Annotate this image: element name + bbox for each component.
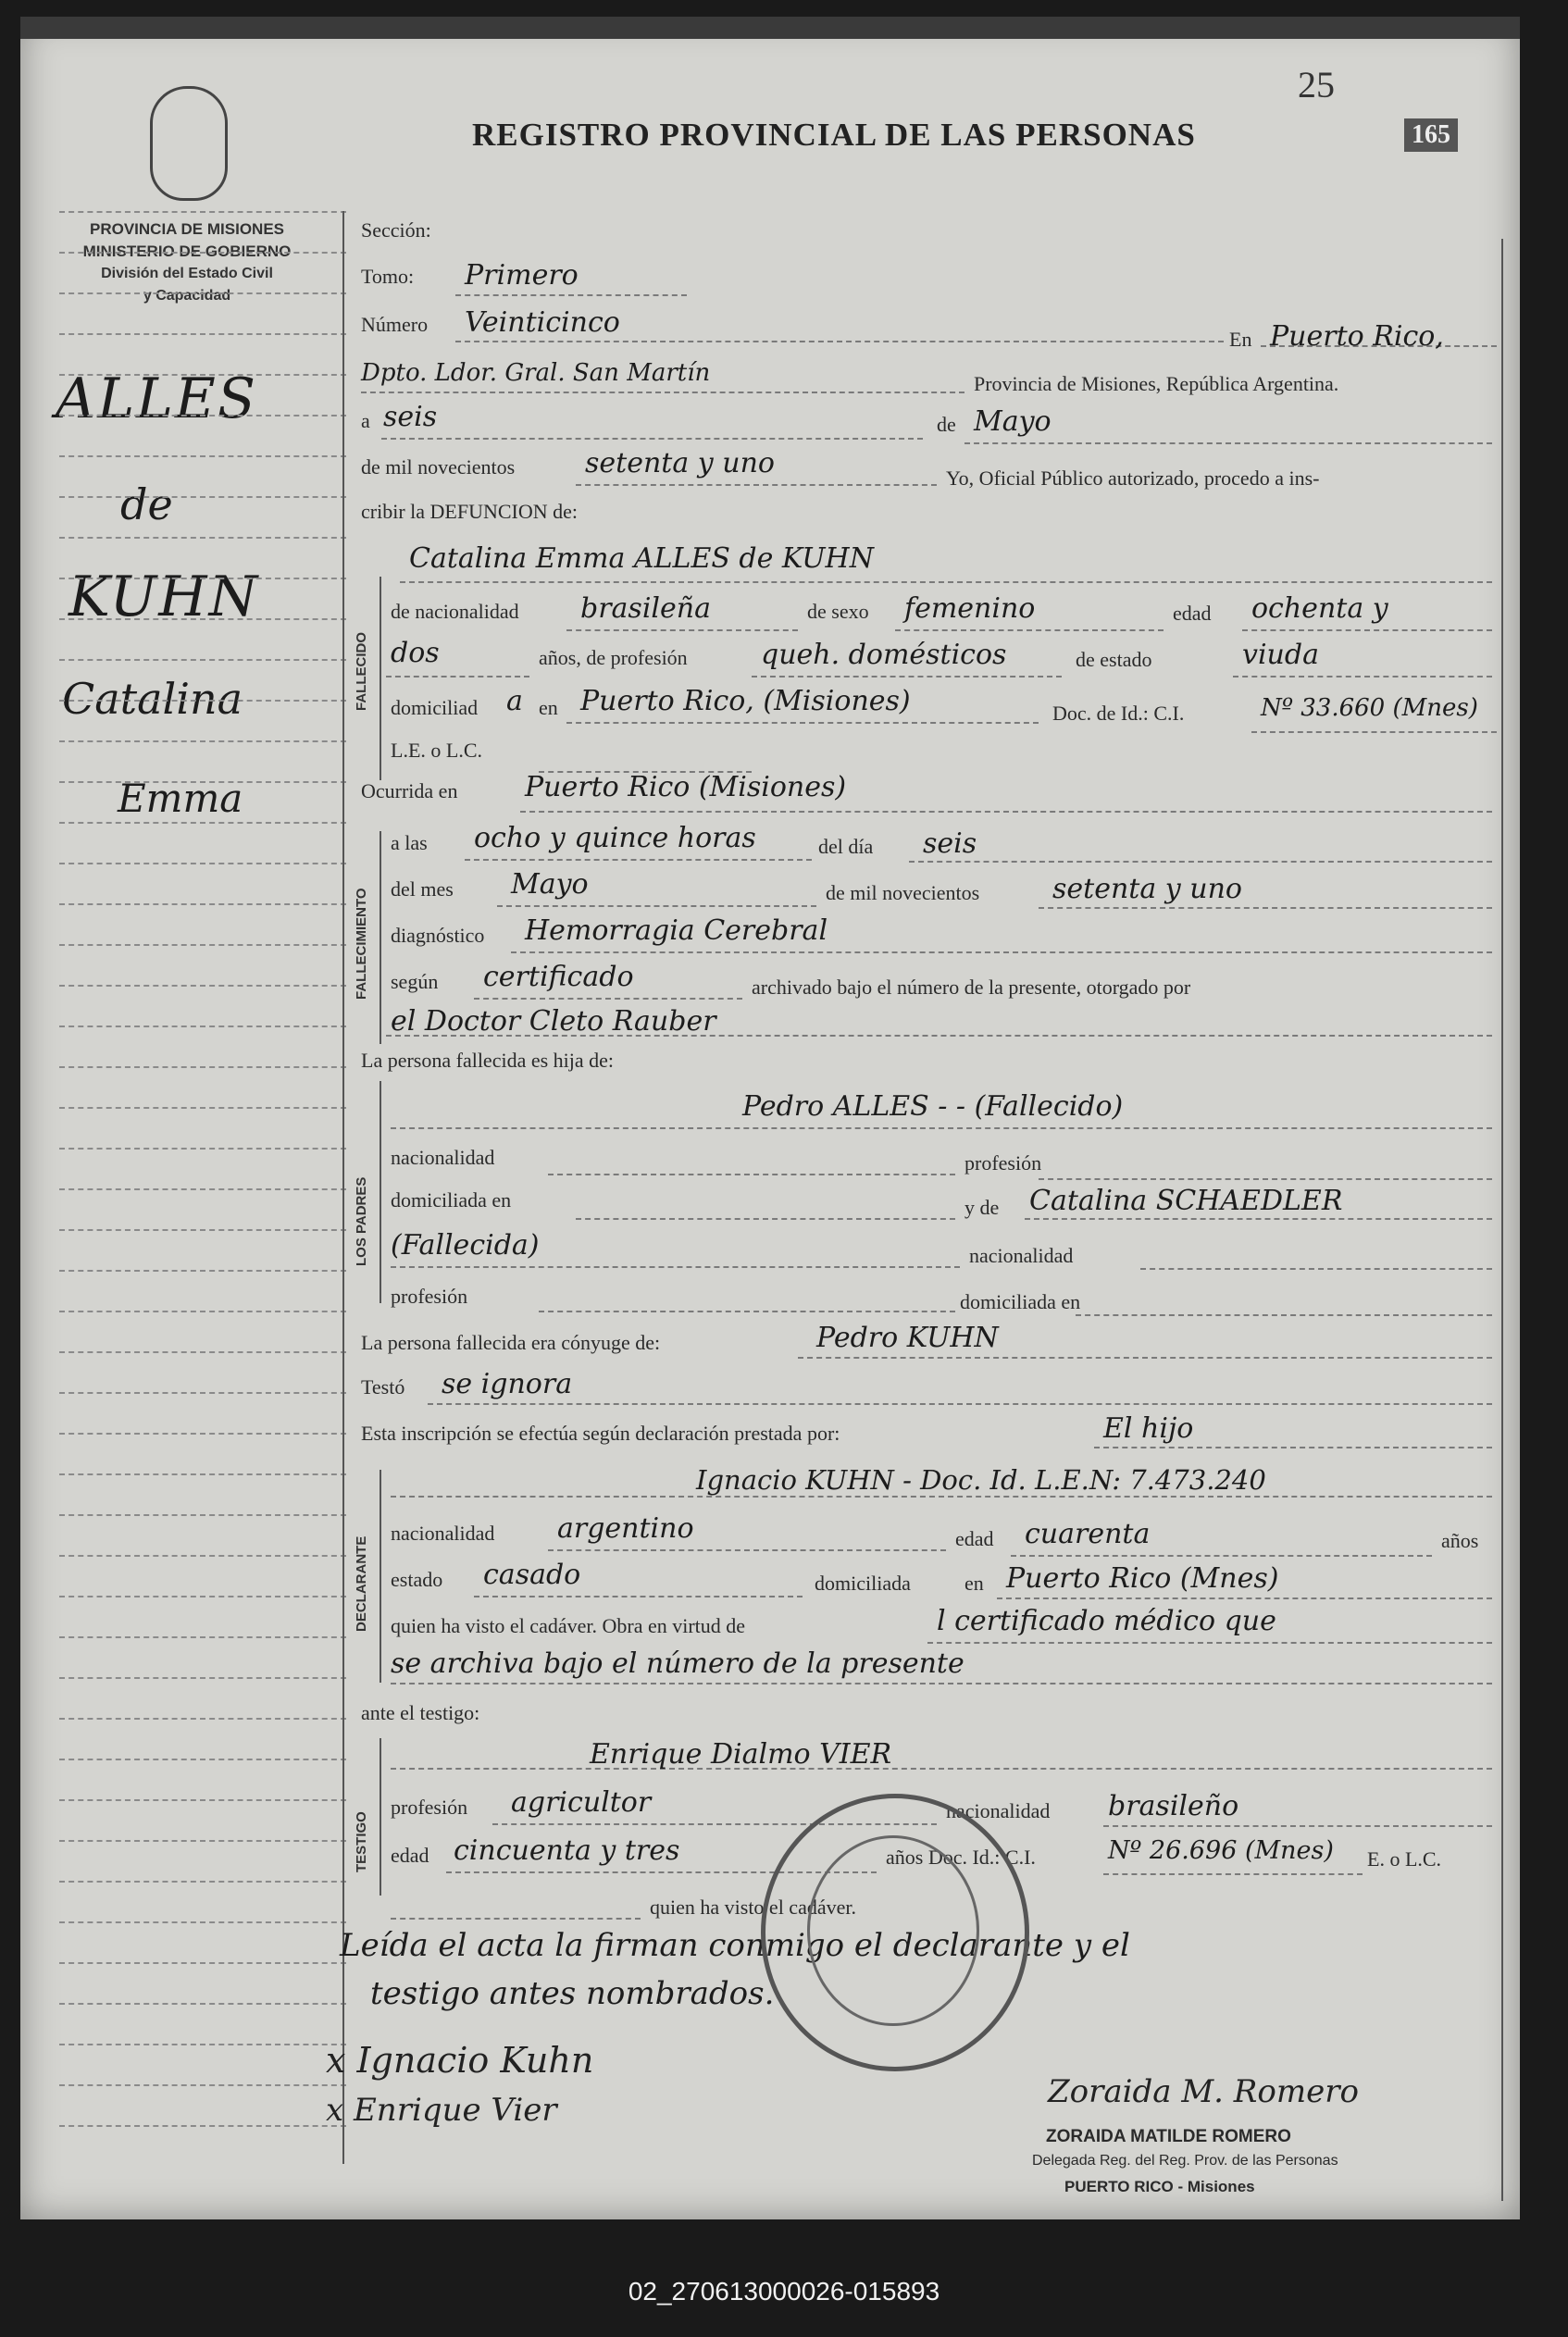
signature-declarante: x Ignacio Kuhn [326, 2040, 594, 2081]
fill-in-line [1103, 1825, 1492, 1827]
fill-in-line [1242, 629, 1492, 631]
margin-ruled-line [59, 1921, 346, 1923]
fill-in-line [391, 1496, 1492, 1498]
fill-in-line [1251, 731, 1497, 733]
label-dec-en: en [964, 1572, 984, 1595]
fill-in-line [964, 442, 1492, 444]
label-nacionalidad: de nacionalidad [391, 600, 519, 623]
form-right-border [1501, 239, 1503, 2201]
value-testo: se ignora [442, 1368, 573, 1400]
margin-ruled-line [59, 1270, 346, 1272]
label-numero: Número [361, 313, 429, 336]
fill-in-line [1140, 1268, 1492, 1270]
label-hija-de: La persona fallecida es hija de: [361, 1049, 615, 1072]
org-line-2: MINISTERIO DE GOBIERNO [82, 242, 292, 260]
closing-text-2: testigo antes nombrados. [370, 1975, 775, 2012]
label-dec-edad: edad [955, 1527, 994, 1550]
value-testigo: Enrique Dialmo VIER [590, 1738, 892, 1771]
fill-in-line [1103, 1873, 1363, 1875]
margin-ruled-line [59, 1148, 346, 1150]
label-de-mes: de [937, 413, 956, 436]
label-de-mil-2: de mil novecientos [826, 881, 980, 904]
margin-married-name: KUHN [68, 565, 260, 629]
fill-in-line [361, 392, 964, 393]
margin-ruled-line [59, 1066, 346, 1068]
margin-ruled-line [59, 1555, 346, 1557]
value-estado: viuda [1242, 639, 1319, 671]
image-id-caption: 02_270613000026-015893 [628, 2277, 940, 2306]
fallecimiento-bracket [380, 831, 381, 1044]
fill-in-line [520, 811, 1492, 813]
value-anio-2: setenta y uno [1052, 873, 1242, 905]
page-number: 25 [1298, 64, 1335, 106]
fill-in-line [497, 905, 816, 907]
value-dec-obra-2: se archiva bajo el número de la presente [391, 1647, 964, 1680]
binding-edge [20, 17, 1520, 39]
fill-in-line [927, 1642, 1492, 1644]
org-line-4: y Capacidad [143, 288, 231, 304]
fill-in-line [1039, 907, 1492, 909]
side-label-fallecimiento: FALLECIMIENTO [354, 888, 369, 1000]
fill-in-line [895, 629, 1164, 631]
label-ante-testigo: ante el testigo: [361, 1701, 480, 1724]
label-test-doc: años Doc. Id.: C.I. [886, 1846, 1036, 1869]
label-yo-oficial: Yo, Oficial Público autorizado, procedo a ins- [946, 466, 1320, 490]
value-nombre: Catalina Emma ALLES de KUHN [409, 542, 874, 575]
margin-ruled-line [59, 903, 346, 905]
label-del-dia: del día [818, 835, 874, 858]
fill-in-line [548, 1174, 955, 1175]
coat-of-arms-icon [150, 86, 228, 201]
value-test-edad: cincuenta y tres [454, 1834, 680, 1867]
margin-second-name: Emma [118, 776, 243, 821]
margin-ruled-line [59, 1351, 346, 1353]
side-label-declarante: DECLARANTE [354, 1535, 369, 1632]
margin-ruled-line [59, 578, 346, 579]
margin-ruled-line [59, 1392, 346, 1394]
side-label-testigo: TESTIGO [354, 1811, 369, 1872]
value-declarante-por: El hijo [1103, 1412, 1194, 1445]
fill-in-line [465, 859, 812, 861]
margin-ruled-line [59, 537, 346, 539]
margin-ruled-line [59, 1311, 346, 1312]
margin-ruled-line [59, 1473, 346, 1475]
fill-in-line [391, 1768, 1492, 1770]
fill-in-line [1025, 1218, 1492, 1220]
margin-ruled-line [59, 618, 346, 620]
margin-ruled-line [59, 455, 346, 457]
value-dec-estado: casado [483, 1559, 581, 1591]
value-edad-2: dos [391, 637, 440, 669]
value-mes: Mayo [974, 405, 1052, 438]
margin-ruled-line [59, 863, 346, 864]
margin-ruled-line [59, 985, 346, 987]
fill-in-line [511, 951, 1492, 953]
value-tomo: Primero [465, 259, 579, 292]
official-title: Delegada Reg. del Reg. Prov. de las Personas [1032, 2153, 1338, 2169]
value-sexo: femenino [904, 592, 1036, 625]
value-dec-domicilio: Puerto Rico (Mnes) [1006, 1562, 1279, 1595]
fill-in-line [428, 1403, 1492, 1405]
label-le-lc: L.E. o L.C. [391, 739, 482, 762]
label-test-nacionalidad: nacionalidad [946, 1799, 1051, 1822]
fill-in-line [386, 676, 529, 677]
margin-ruled-line [59, 415, 346, 416]
margin-ruled-line [59, 1677, 346, 1679]
value-padre: Pedro ALLES - - (Fallecido) [742, 1090, 1124, 1123]
margin-ruled-line [59, 781, 346, 783]
value-dia-2: seis [923, 827, 977, 860]
signature-testigo: x Enrique Vier [326, 2092, 557, 2129]
margin-ruled-line [59, 1107, 346, 1109]
fill-in-line [1039, 1178, 1492, 1180]
margin-ruled-line [59, 1433, 346, 1435]
label-edad: edad [1173, 602, 1212, 625]
margin-ruled-line [59, 1962, 346, 1964]
margin-ruled-line [59, 2125, 346, 2127]
value-edad-1: ochenta y [1251, 592, 1388, 625]
label-padre-domicilio: domiciliada en [391, 1188, 512, 1212]
label-conyuge: La persona fallecida era cónyuge de: [361, 1331, 661, 1354]
margin-ruled-line [59, 1188, 346, 1190]
side-label-padres: LOS PADRES [354, 1176, 369, 1266]
label-ocurrida: Ocurrida en [361, 779, 458, 802]
margin-ruled-line [59, 333, 346, 335]
fill-in-line [455, 341, 1224, 342]
value-ocurrida: Puerto Rico (Misiones) [525, 771, 847, 803]
label-test-le-lc: E. o L.C. [1367, 1847, 1442, 1871]
label-en-domicilio: en [539, 696, 558, 719]
label-inscripcion: Esta inscripción se efectúa según declaración prestada por: [361, 1422, 840, 1445]
label-sexo: de sexo [807, 600, 869, 623]
margin-ruled-line [59, 1840, 346, 1842]
org-line-3: División del Estado Civil [101, 266, 273, 281]
fill-in-line [752, 676, 1062, 677]
side-label-fallecido: FALLECIDO [354, 632, 369, 711]
label-provincia: Provincia de Misiones, República Argentina. [974, 372, 1339, 395]
label-domiciliad: domiciliad [391, 696, 479, 719]
value-doc: Nº 33.660 (Mnes) [1261, 694, 1478, 722]
margin-ruled-line [59, 292, 346, 294]
fill-in-line [566, 722, 1039, 724]
margin-de: de [120, 479, 173, 529]
margin-ruled-line [59, 944, 346, 946]
label-madre-domicilio: domiciliada en [960, 1290, 1081, 1313]
fill-in-line [798, 1357, 1492, 1359]
fill-in-line [400, 581, 1492, 583]
value-conyuge: Pedro KUHN [816, 1322, 999, 1354]
fill-in-line [1233, 676, 1492, 677]
margin-ruled-line [59, 1514, 346, 1516]
fill-in-line [548, 1549, 946, 1551]
register-number: 165 [1404, 118, 1458, 152]
label-test-profesion: profesión [391, 1796, 468, 1819]
label-a: a [361, 409, 370, 432]
margin-first-name: Catalina [62, 674, 243, 724]
value-diagnostico: Hemorragia Cerebral [525, 914, 828, 947]
value-hora: ocho y quince horas [474, 822, 756, 854]
fill-in-line [391, 1127, 1492, 1129]
value-numero: Veinticinco [465, 306, 620, 339]
value-madre-estado: (Fallecida) [391, 1229, 540, 1262]
fill-in-line [566, 629, 798, 631]
label-a-las: a las [391, 831, 428, 854]
fill-in-line [391, 1918, 641, 1920]
fill-in-line [391, 1266, 960, 1268]
label-madre-profesion: profesión [391, 1285, 468, 1308]
label-dec-nacionalidad: nacionalidad [391, 1522, 495, 1545]
label-test-edad: edad [391, 1844, 429, 1867]
value-certificado: certificado [483, 961, 634, 993]
register-page [20, 17, 1520, 2219]
label-seccion: Sección: [361, 218, 431, 242]
value-nacionalidad: brasileña [580, 592, 711, 625]
fill-in-line [1011, 1555, 1432, 1557]
value-mes-2: Mayo [511, 868, 589, 901]
value-test-profesion: agricultor [511, 1786, 652, 1819]
value-departamento: Dpto. Ldor. Gral. San Martín [361, 359, 711, 387]
label-doc-id: Doc. de Id.: C.I. [1052, 702, 1185, 725]
fill-in-line [909, 861, 1492, 863]
closing-text-1: Leída el acta la firman conmigo el declarante y el [340, 1927, 1130, 1964]
testigo-bracket [380, 1738, 381, 1896]
fallecido-bracket [380, 577, 381, 780]
label-de-mil: de mil novecientos [361, 455, 516, 479]
value-doctor: el Doctor Cleto Rauber [391, 1005, 716, 1038]
fill-in-line [576, 1218, 955, 1220]
margin-ruled-line [59, 2084, 346, 2086]
margin-ruled-line [59, 700, 346, 702]
fill-in-line [1076, 1314, 1492, 1316]
label-dec-domiciliada: domiciliada [815, 1572, 911, 1595]
margin-ruled-line [59, 1596, 346, 1597]
margin-ruled-line [59, 1799, 346, 1801]
margin-ruled-line [59, 211, 346, 213]
register-header: REGISTRO PROVINCIAL DE LAS PERSONAS [472, 117, 1196, 153]
label-testo: Testó [361, 1375, 405, 1398]
margin-ruled-line [59, 2003, 346, 2005]
label-del-mes: del mes [391, 877, 454, 901]
value-madre: Catalina SCHAEDLER [1029, 1185, 1343, 1217]
margin-ruled-line [59, 2044, 346, 2045]
label-en: En [1229, 328, 1252, 351]
label-profesion: años, de profesión [539, 646, 688, 669]
margin-ruled-line [59, 1881, 346, 1883]
value-lugar: Puerto Rico, [1270, 320, 1444, 353]
value-dec-edad: cuarenta [1025, 1518, 1151, 1550]
label-segun: según [391, 970, 439, 993]
label-estado: de estado [1076, 648, 1152, 671]
label-y-de: y de [964, 1196, 1000, 1219]
label-tomo: Tomo: [361, 265, 415, 288]
fill-in-line [455, 294, 687, 296]
value-anio: setenta y uno [585, 447, 775, 479]
label-quien-visto-2: quien ha visto el cadáver. [650, 1896, 856, 1919]
label-anos: años [1441, 1529, 1479, 1552]
value-domicilio-a: a [506, 685, 523, 717]
label-padre-nacionalidad: nacionalidad [391, 1146, 495, 1169]
margin-ruled-line [59, 1026, 346, 1027]
label-quien-visto: quien ha visto el cadáver. Obra en virtud de [391, 1614, 746, 1637]
fill-in-line [539, 1311, 955, 1312]
fill-in-line [1094, 1447, 1492, 1448]
declarante-bracket [380, 1470, 381, 1683]
fill-in-line [997, 1597, 1492, 1599]
value-dec-obra: l certificado médico que [937, 1605, 1276, 1637]
padres-bracket [380, 1081, 381, 1303]
value-test-doc: Nº 26.696 (Mnes) [1108, 1836, 1334, 1865]
fill-in-line [391, 1683, 1492, 1684]
org-line-1: PROVINCIA DE MISIONES [89, 220, 284, 238]
official-seal-inner-ring [807, 1835, 979, 2026]
margin-ruled-line [59, 1229, 346, 1231]
value-dec-nacionalidad: argentino [557, 1512, 694, 1545]
label-dec-estado: estado [391, 1568, 443, 1591]
margin-ruled-line [59, 1759, 346, 1760]
margin-ruled-line [59, 252, 346, 254]
margin-ruled-line [59, 1636, 346, 1638]
official-name: ZORAIDA MATILDE ROMERO [1046, 2127, 1291, 2146]
margin-ruled-line [59, 1718, 346, 1720]
margin-surname: ALLES [56, 367, 257, 431]
margin-ruled-line [59, 374, 346, 376]
signature-oficial: Zoraida M. Romero [1048, 2073, 1359, 2110]
label-padre-profesion: profesión [964, 1151, 1042, 1175]
label-archivado: archivado bajo el número de la presente, otorgado por [752, 976, 1191, 999]
margin-ruled-line [59, 822, 346, 824]
value-test-nacionalidad: brasileño [1108, 1790, 1239, 1822]
fill-in-line [474, 1596, 803, 1597]
label-cribir: cribir la DEFUNCION de: [361, 500, 579, 523]
margin-ruled-line [59, 740, 346, 742]
value-domicilio: Puerto Rico, (Misiones) [580, 685, 911, 717]
margin-ruled-line [59, 496, 346, 498]
value-declarante: Ignacio KUHN - Doc. Id. L.E.N: 7.473.240 [696, 1464, 1266, 1496]
margin-ruled-line [59, 659, 346, 661]
value-profesion: queh. domésticos [761, 639, 1007, 671]
value-dia: seis [383, 401, 438, 433]
fill-in-line [381, 438, 923, 440]
label-diagnostico: diagnóstico [391, 924, 485, 947]
official-place: PUERTO RICO - Misiones [1064, 2178, 1255, 2195]
fill-in-line [474, 998, 742, 1000]
fill-in-line [576, 484, 937, 486]
form-left-border [342, 211, 344, 2164]
label-madre-nacionalidad: nacionalidad [969, 1244, 1074, 1267]
